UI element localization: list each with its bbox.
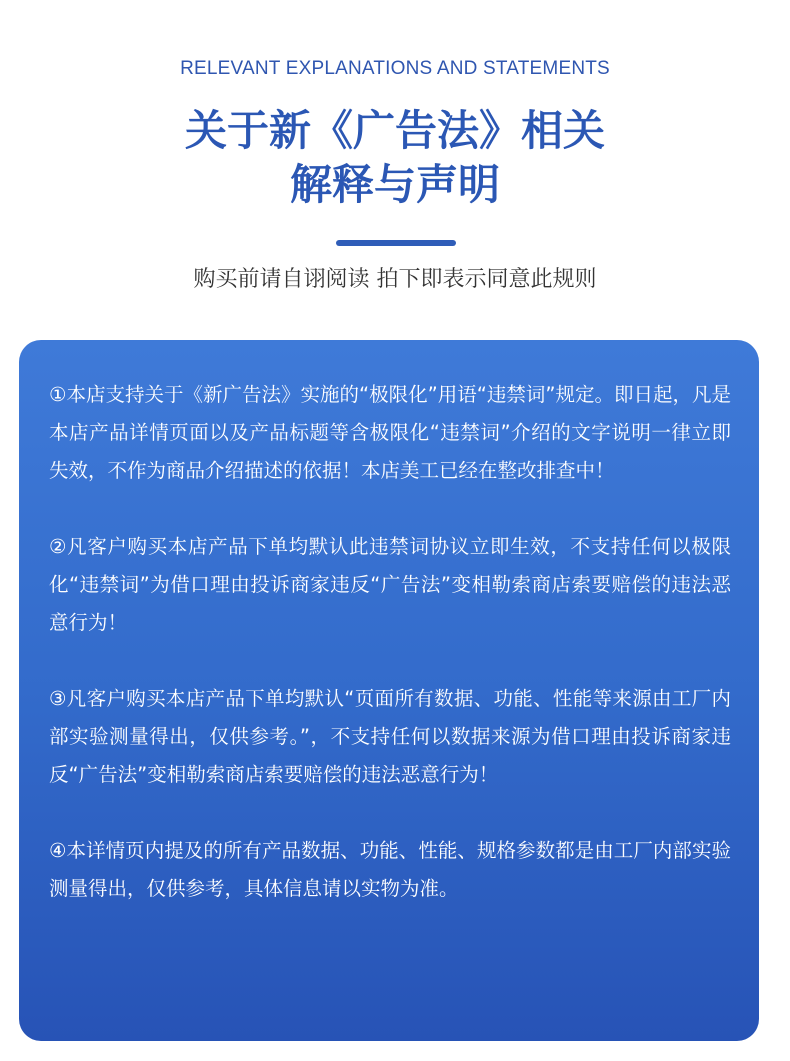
english-subtitle: RELEVANT EXPLANATIONS AND STATEMENTS <box>180 58 610 79</box>
statement-paragraph-4: ④本详情页内提及的所有产品数据、功能、性能、规格参数都是由工厂内部实验测量得出，仅供参考，具体信息请以实物为准。 <box>49 839 731 900</box>
title-divider <box>336 240 456 246</box>
statement-paragraph-3: ③凡客户购买本店产品下单均默认“页面所有数据、功能、性能等来源由工厂内部实验测量得出，仅供参考。”，不支持任何以数据来源为借口理由投诉商家违反“广告法”变相勒索商店索要赔偿的违法恶意行为！ <box>49 687 731 786</box>
statement-card <box>19 340 759 1041</box>
title-line-2: 解释与声明 <box>289 160 500 209</box>
page-title <box>0 104 790 212</box>
purchase-notice: 购买前请自诩阅读 拍下即表示同意此规则 <box>193 267 597 292</box>
statement-paragraph-2: ②凡客户购买本店产品下单均默认此违禁词协议立即生效，不支持任何以极限化“违禁词”为借口理由投诉商家违反“广告法”变相勒索商店索要赔偿的违法恶意行为！ <box>49 535 731 634</box>
statement-paragraph-1: ①本店支持关于《新广告法》实施的“极限化”用语“违禁词”规定。即日起，凡是本店产品详情页面以及产品标题等含极限化“违禁词”介绍的文字说明一律立即失效，不作为商品介绍描述的依据！本店美工已经在整改排查中！ <box>49 383 731 482</box>
title-line-1: 关于新《广告法》相关 <box>184 106 605 155</box>
